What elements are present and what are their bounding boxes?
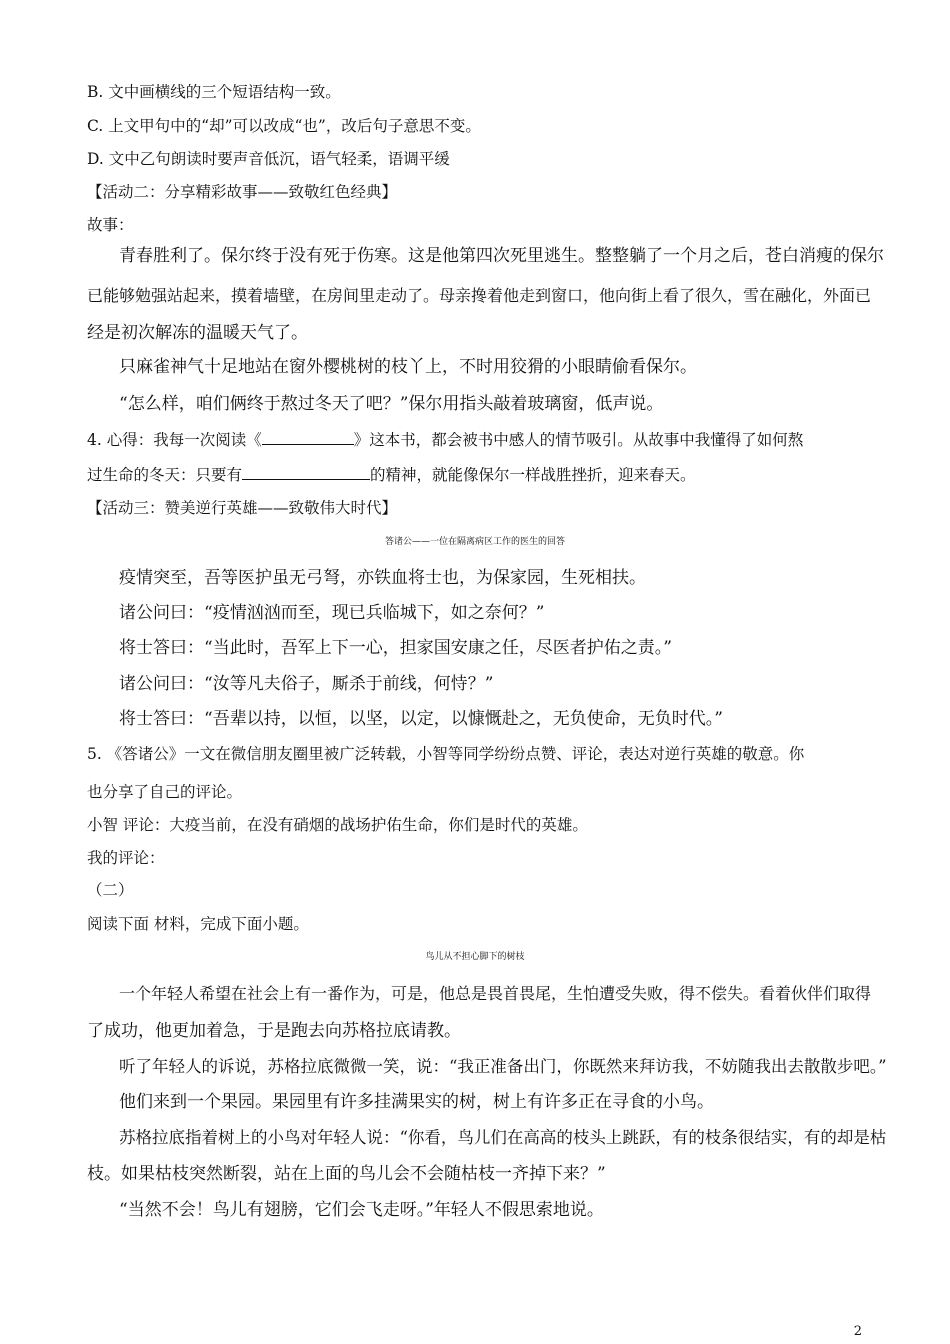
article-line: 他们来到一个果园。果园里有许多挂满果实的树，树上有许多正在寻食的小鸟。: [119, 1092, 714, 1112]
question-5-line2: 也分享了自己的评论。: [87, 783, 243, 801]
story-line: 已能够勉强站起来，摸着墙壁，在房间里走动了。母亲搀着他走到窗口，他向街上看了很久，雪在融化，外面已: [87, 286, 872, 305]
book-title-blank[interactable]: [262, 430, 354, 445]
option-b: B. 文中画横线的三个短语结构一致。: [87, 83, 341, 101]
article-title: 鸟儿从不担心脚下的树枝: [425, 952, 525, 962]
my-comment-label: 我的评论：: [87, 849, 165, 867]
option-c: C. 上文甲句中的“却”可以改成“也”，改后句子意思不变。: [87, 117, 481, 135]
question-5-line1: 5. 《答诸公》一文在微信朋友圈里被广泛转载，小智等同学纷纷点赞、评论，表达对逆行英雄的敬意。你: [87, 745, 805, 763]
essay-line: 将士答曰：“吾辈以持，以恒，以坚，以定，以慷慨赴之，无负使命，无负时代。”: [119, 709, 723, 729]
question-4-line2: [87, 465, 696, 485]
essay-title: 答诸公——一位在隔离病区工作的医生的回答: [384, 537, 565, 547]
story-line: 只麻雀神气十足地站在窗外樱桃树的枝丫上，不时用狡猾的小眼睛偷看保尔。: [119, 357, 697, 377]
question-4-line1: [87, 430, 803, 450]
page-number: 2: [853, 1324, 862, 1339]
part-two-label: （二）: [87, 881, 134, 899]
activity3-heading: 【活动三：赞美逆行英雄——致敬伟大时代】: [87, 499, 398, 517]
story-line: 青春胜利了。保尔终于没有死于伤寒。这是他第四次死里逃生。整整躺了一个月之后，苍白消瘦的保尔: [119, 246, 884, 266]
article-line: “当然不会！鸟儿有翅膀，它们会飞走呀。”年轻人不假思索地说。: [119, 1200, 604, 1220]
essay-line: 诸公问曰：“汝等凡夫俗子，厮杀于前线，何恃？”: [119, 674, 494, 694]
article-line: 一个年轻人希望在社会上有一番作为，可是，他总是畏首畏尾，生怕遭受失败，得不偿失。看着伙伴们取得: [119, 984, 872, 1003]
option-d: D. 文中乙句朗读时要声音低沉，语气轻柔，语调平缓: [87, 150, 450, 168]
article-line: 了成功，他更加着急，于是跑去向苏格拉底请教。: [87, 1021, 461, 1041]
q4-text: 过生命的冬天：只要有: [87, 466, 243, 484]
article-line: 听了年轻人的诉说，苏格拉底微微一笑，说：“我正准备出门，你既然来拜访我，不妨随我出去散散步吧。”: [119, 1057, 887, 1076]
activity2-heading: 【活动二：分享精彩故事——致敬红色经典】: [87, 183, 398, 201]
article-line: 枝。如果枯枝突然断裂，站在上面的鸟儿会不会随枯枝一齐掉下来？”: [87, 1164, 606, 1184]
spirit-blank[interactable]: [242, 465, 370, 480]
article-line: 苏格拉底指着树上的小鸟对年轻人说：“你看，鸟儿们在高高的枝头上跳跃，有的枝条很结实，有的却是枯: [119, 1128, 887, 1147]
essay-line: 诸公问曰：“疫情汹汹而至，现已兵临城下，如之奈何？”: [119, 603, 545, 623]
story-line: “怎么样，咱们俩终于熬过冬天了吧？”保尔用指头敲着玻璃窗，低声说。: [119, 394, 664, 414]
q4-text: 的精神，就能像保尔一样战胜挫折，迎来春天。: [370, 466, 696, 484]
reading-instruction: 阅读下面 材料，完成下面小题。: [87, 915, 309, 933]
q4-text: 4. 心得：我每一次阅读《: [87, 431, 262, 449]
q4-text: 》这本书，都会被书中感人的情节吸引。从故事中我懂得了如何熬: [353, 431, 804, 449]
essay-line: 将士答曰：“当此时，吾军上下一心，担家国安康之任，尽医者护佑之责。”: [119, 638, 672, 658]
xiaozhi-comment: 小智 评论：大疫当前，在没有硝烟的战场护佑生命，你们是时代的英雄。: [87, 816, 588, 834]
story-line: 经是初次解冻的温暖天气了。: [87, 323, 308, 343]
story-label: 故事：: [87, 216, 134, 234]
essay-line: 疫情突至，吾等医护虽无弓弩，亦铁血将士也，为保家园，生死相扶。: [119, 568, 646, 588]
